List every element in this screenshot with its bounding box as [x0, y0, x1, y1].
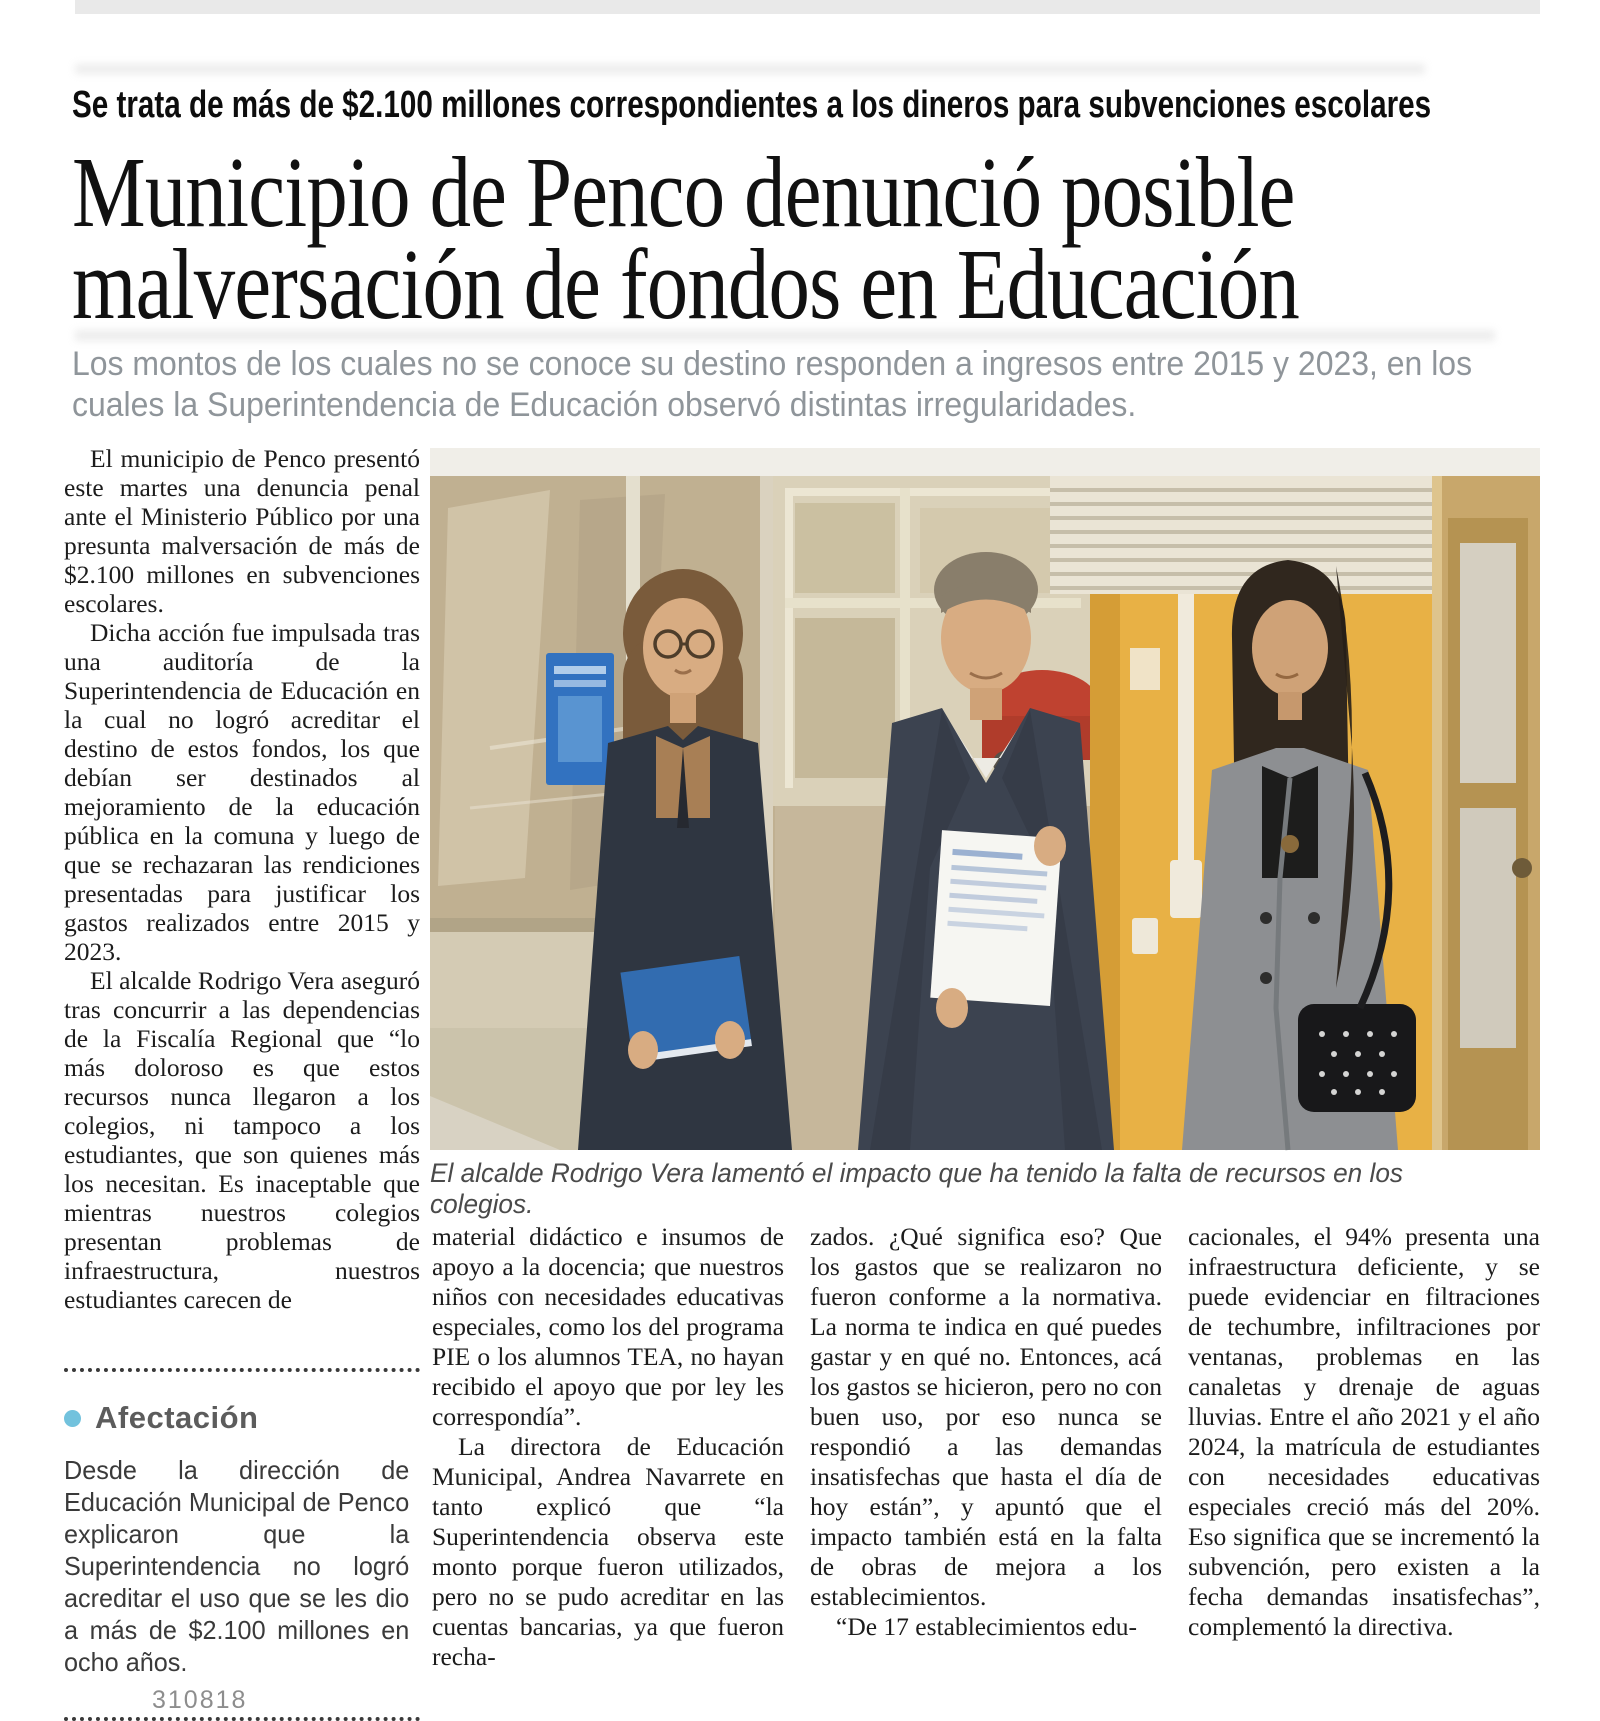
photo-illustration	[430, 448, 1540, 1150]
paragraph: El alcalde Rodrigo Vera aseguró tras concurrir a las dependencias de la Fiscalía Regional que “lo más doloroso es que estos recursos nunca llegaron a los colegios, ni tampoco a los estudiantes, que son quienes más los necesitan. Es inaceptable que mientras nuestros colegios presentan problemas de infraestructura, nuestros estudiantes carecen de	[64, 966, 420, 1314]
article-code: 310818	[152, 1686, 248, 1714]
kicker: Se trata de más de $2.100 millones correspondientes a los dineros para subvenciones escolares	[72, 84, 1432, 126]
subhead: Los montos de los cuales no se conoce su destino responden a ingresos entre 2015 y 2023, en los cuales la Superintendencia de Educación observó distintas irregularidades.	[72, 345, 1473, 424]
paragraph: El municipio de Penco presentó este martes una denuncia penal ante el Ministerio Público por una presunta malversación de más de $2.100 millones en subvenciones escolares.	[64, 444, 420, 618]
scan-ghost-artifact	[75, 64, 1425, 74]
paragraph: zados. ¿Qué significa eso? Que los gastos que se realizaron no fueron conforme a la normativa. La norma te indica en qué puedes gastar y en qué no. Entonces, acá los gastos se hicieron, pero no con buen uso, por eso nunca se respondió a las demandas insatisfechas que hasta el día de hoy están”, y apuntó que el impacto también está en la falta de obras de mejora a los establecimientos.	[810, 1222, 1162, 1611]
scan-edge-strip	[75, 0, 1540, 14]
bullet-icon	[64, 1410, 81, 1427]
paragraph: La directora de Educación Municipal, Andrea Navarrete en tanto explicó que “la Superintendencia observa este monto porque fueron utilizados, pero no se pudo acreditar en las cuentas bancarias, ya que fueron recha-	[432, 1432, 784, 1671]
body-column-2	[432, 1222, 784, 1672]
lower-columns	[432, 1222, 1540, 1672]
body-column-4	[1188, 1222, 1540, 1672]
dotted-divider-top	[64, 1368, 420, 1372]
dotted-divider-bottom	[64, 1717, 420, 1721]
headline-line-2: malversación de fondos en Educación	[72, 228, 1299, 340]
headline	[72, 136, 1548, 340]
affectation-box	[64, 1368, 420, 1721]
body-column-3	[810, 1222, 1162, 1672]
affectation-header	[64, 1400, 420, 1436]
photo-caption: El alcalde Rodrigo Vera lamentó el impacto que ha tenido la falta de recursos en los colegios.	[430, 1158, 1404, 1219]
affectation-body: Desde la dirección de Educación Municipal de Penco explicaron que la Superintendencia no logró acreditar el uso que se les dio a más de $2.100 millones en ocho años.	[64, 1455, 410, 1677]
paragraph: “De 17 establecimientos edu-	[836, 1612, 1137, 1641]
scan-ghost-artifact	[75, 330, 1495, 341]
paragraph: cacionales, el 94% presenta una infraestructura deficiente, y se puede evidenciar en filtraciones de techumbre, infiltraciones por ventanas, problemas en las canaletas y drenaje de aguas lluvias. Entre el año 2021 y el año 2024, la matrícula de estudiantes con necesidades educativas especiales creció más del 20%. Eso significa que se incrementó la subvención, pero existen a la fecha demandas insatisfechas”, complementó la directiva.	[1188, 1222, 1540, 1641]
headline-line-1: Municipio de Penco denunció posible	[72, 136, 1295, 248]
body-column-1	[64, 444, 420, 1314]
affectation-title: Afectación	[95, 1400, 259, 1435]
paragraph: Dicha acción fue impulsada tras una auditoría de la Superintendencia de Educación en la cual no logró acreditar el destino de estos fondos, los que debían ser destinados al mejoramiento de la educación pública en la comuna y luego de que se rechazaran las rendiciones presentadas para justificar los gastos realizados entre 2015 y 2023.	[64, 618, 420, 966]
paragraph: material didáctico e insumos de apoyo a la docencia; que nuestros niños con necesidades educativas especiales, como los del programa PIE o los alumnos TEA, no hayan recibido el apoyo que por ley les correspondía”.	[432, 1222, 784, 1431]
article-photo	[430, 448, 1540, 1150]
